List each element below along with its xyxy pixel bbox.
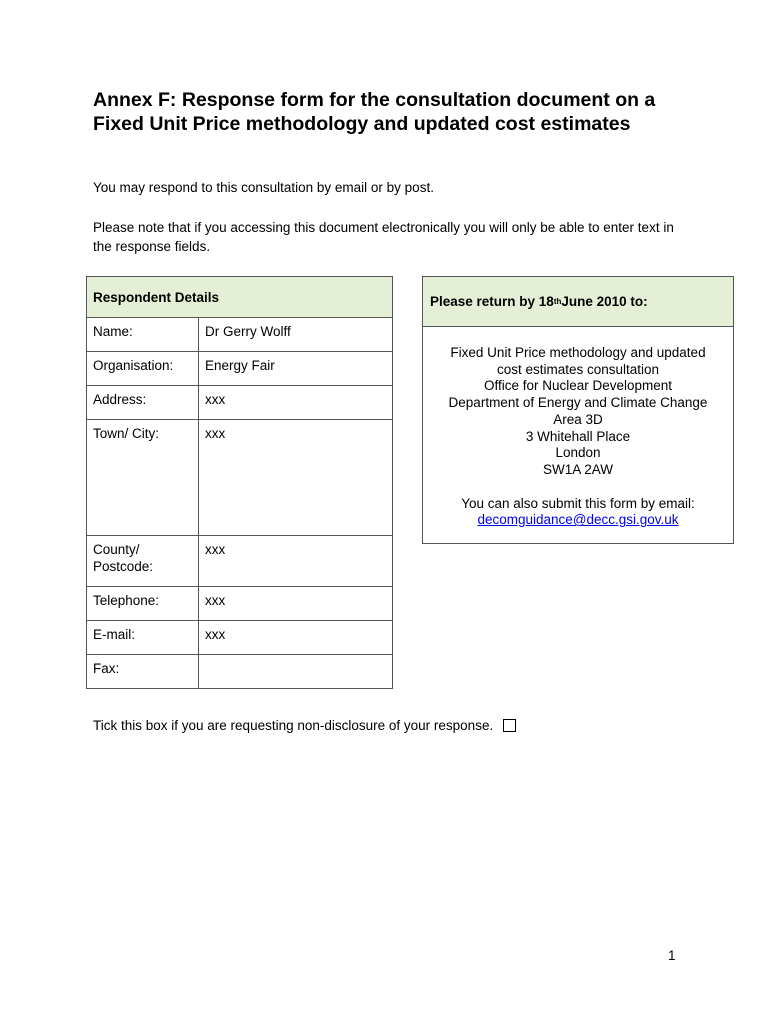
table-row — [87, 318, 393, 352]
county-postcode-field[interactable]: xxx — [199, 536, 393, 587]
electronic-note-text: Please note that if you accessing this document electronically you will only be able to enter text in the response fields. — [93, 220, 674, 254]
fax-label: Fax: — [87, 655, 199, 689]
address-line: SW1A 2AW — [542, 461, 614, 477]
table-row — [87, 587, 393, 621]
email-label: E-mail: — [87, 621, 199, 655]
submission-email-link[interactable]: decomguidance@decc.gsi.gov.uk — [477, 512, 679, 528]
return-address-body — [423, 327, 733, 529]
address-line: Department of Energy and Climate Change — [448, 395, 708, 411]
telephone-field[interactable]: xxx — [199, 587, 393, 621]
table-row — [87, 352, 393, 386]
return-address-box — [422, 276, 734, 544]
intro-text: You may respond to this consultation by email or by post. — [93, 180, 434, 195]
county-postcode-label: County/ Postcode: — [87, 536, 199, 587]
return-deadline-prefix: Please return by 18 — [430, 294, 554, 309]
organisation-field[interactable]: Energy Fair — [199, 352, 393, 386]
table-row — [87, 420, 393, 536]
telephone-label: Telephone: — [87, 587, 199, 621]
email-submission-note: You can also submit this form by email: — [461, 495, 695, 511]
address-line: Fixed Unit Price methodology and updated — [450, 345, 706, 360]
address-field[interactable]: xxx — [199, 386, 393, 420]
address-label: Address: — [87, 386, 199, 420]
name-field[interactable]: Dr Gerry Wolff — [199, 318, 393, 352]
town-city-label: Town/ City: — [87, 420, 199, 536]
address-line: 3 Whitehall Place — [525, 428, 631, 444]
document-title: Annex F: Response form for the consultation document on a Fixed Unit Price methodology and updated cost estimates — [93, 89, 656, 135]
organisation-label: Organisation: — [87, 352, 199, 386]
name-label: Name: — [87, 318, 199, 352]
return-deadline-suffix: June 2010 to: — [561, 294, 648, 309]
non-disclosure-row — [93, 716, 516, 735]
respondent-details-header: Respondent Details — [87, 277, 393, 318]
return-deadline-header — [423, 277, 733, 327]
respondent-details-table — [86, 276, 393, 689]
address-line: Area 3D — [553, 411, 603, 427]
table-row — [87, 536, 393, 587]
address-line: Office for Nuclear Development — [483, 378, 673, 394]
non-disclosure-checkbox[interactable] — [503, 719, 516, 732]
return-deadline-ordinal: th — [553, 297, 562, 306]
address-line: cost estimates consultation — [496, 361, 660, 377]
email-field[interactable]: xxx — [199, 621, 393, 655]
address-line: London — [555, 445, 601, 461]
table-row — [87, 655, 393, 689]
respondent-details-header-row — [87, 277, 393, 318]
table-row — [87, 621, 393, 655]
fax-field[interactable] — [199, 655, 393, 689]
non-disclosure-label: Tick this box if you are requesting non-disclosure of your response. — [93, 718, 494, 733]
town-city-field[interactable]: xxx — [199, 420, 393, 536]
page-number: 1 — [668, 948, 676, 963]
table-row — [87, 386, 393, 420]
